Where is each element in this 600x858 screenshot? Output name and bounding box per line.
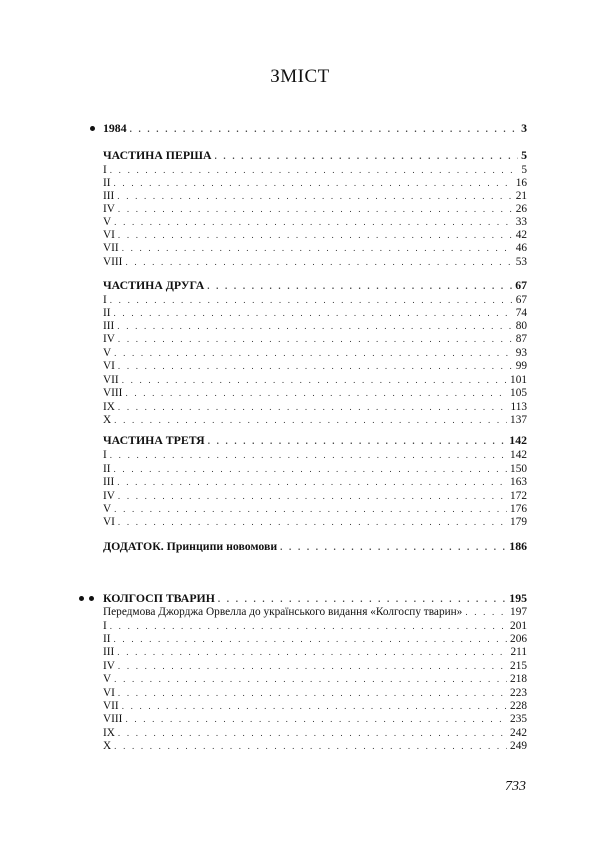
toc-chapter[interactable] xyxy=(103,242,527,255)
entry-page: 197 xyxy=(510,606,527,618)
toc-chapter[interactable] xyxy=(103,347,527,360)
toc-chapter[interactable] xyxy=(103,387,527,400)
entry-page: 5 xyxy=(521,148,527,162)
entry-page: 101 xyxy=(510,374,527,386)
dot-leader xyxy=(117,190,512,203)
entry-page: 215 xyxy=(510,660,527,672)
entry-label: IX xyxy=(103,401,115,413)
entry-page: 74 xyxy=(515,307,527,319)
entry-label: VI xyxy=(103,516,115,528)
entry-page: 42 xyxy=(515,229,527,241)
entry-label: 1984 xyxy=(103,121,127,135)
dot-leader xyxy=(118,727,507,740)
entry-label: I xyxy=(103,620,107,632)
entry-label: ЧАСТИНА ТРЕТЯ xyxy=(103,433,205,447)
entry-page: 142 xyxy=(509,433,527,447)
page-title: ЗМІСТ xyxy=(270,66,330,87)
toc-chapter[interactable] xyxy=(103,216,527,229)
entry-page: 206 xyxy=(510,633,527,645)
entry-label: ЧАСТИНА ПЕРША xyxy=(103,148,212,162)
entry-label: V xyxy=(103,347,112,359)
toc-chapter[interactable] xyxy=(103,660,527,673)
toc-chapter[interactable] xyxy=(103,490,527,503)
entry-page: 211 xyxy=(510,646,527,658)
dot-leader xyxy=(114,307,513,320)
page-number: 733 xyxy=(505,779,526,794)
dot-leader xyxy=(125,256,512,269)
entry-label: VIII xyxy=(103,713,123,725)
dot-leader xyxy=(118,203,513,216)
toc-chapter[interactable] xyxy=(103,256,527,269)
toc-chapter[interactable] xyxy=(103,700,527,713)
entry-page: 195 xyxy=(509,591,527,605)
dot-leader xyxy=(118,333,513,346)
toc-chapter[interactable] xyxy=(103,503,527,516)
toc-chapter[interactable] xyxy=(103,620,527,633)
dot-leader xyxy=(118,687,507,700)
entry-page: 5 xyxy=(521,164,527,176)
toc-chapter[interactable] xyxy=(103,164,527,177)
entry-page: 99 xyxy=(515,360,527,372)
entry-page: 223 xyxy=(510,687,527,699)
entry-label: КОЛГОСП ТВАРИН xyxy=(103,591,215,605)
entry-page: 235 xyxy=(510,713,527,725)
entry-label: IV xyxy=(103,333,115,345)
entry-label: II xyxy=(103,307,111,319)
entry-label: VII xyxy=(103,700,119,712)
entry-label: VIII xyxy=(103,387,123,399)
toc-chapter[interactable] xyxy=(103,414,527,427)
entry-page: 137 xyxy=(510,414,527,426)
entry-page: 201 xyxy=(510,620,527,632)
entry-label: V xyxy=(103,503,112,515)
entry-page: 179 xyxy=(510,516,527,528)
dot-leader xyxy=(114,740,507,753)
entry-label: IV xyxy=(103,660,115,672)
toc-chapter[interactable] xyxy=(103,360,527,373)
entry-label: V xyxy=(103,216,112,228)
entry-label: II xyxy=(103,177,111,189)
entry-label: Передмова Джорджа Орвелла до українського видання «Колгоспу тварин» xyxy=(103,606,463,618)
toc-chapter[interactable] xyxy=(103,516,527,529)
dot-leader xyxy=(130,122,519,136)
dot-leader xyxy=(122,242,513,255)
dot-leader xyxy=(118,360,513,373)
toc-chapter[interactable] xyxy=(103,320,527,333)
dot-leader xyxy=(110,164,519,177)
toc-chapter[interactable] xyxy=(103,307,527,320)
entry-page: 53 xyxy=(515,256,527,268)
toc-chapter[interactable] xyxy=(103,463,527,476)
section-bullet xyxy=(89,596,94,601)
entry-page: 87 xyxy=(515,333,527,345)
dot-leader xyxy=(118,490,507,503)
entry-page: 218 xyxy=(510,673,527,685)
dot-leader xyxy=(125,713,507,726)
dot-leader xyxy=(122,700,507,713)
dot-leader xyxy=(117,320,512,333)
toc-chapter[interactable] xyxy=(103,476,527,489)
toc-chapter[interactable] xyxy=(103,294,527,307)
entry-label: VIII xyxy=(103,256,123,268)
entry-label: II xyxy=(103,463,111,475)
entry-label: III xyxy=(103,320,115,332)
toc-chapter[interactable] xyxy=(103,687,527,700)
entry-page: 249 xyxy=(510,740,527,752)
entry-label: X xyxy=(103,414,112,426)
toc-chapter[interactable] xyxy=(103,190,527,203)
toc-entry-animal-farm[interactable] xyxy=(103,591,527,604)
entry-page: 26 xyxy=(515,203,527,215)
dot-leader xyxy=(218,592,506,606)
dot-leader xyxy=(114,633,508,646)
entry-label: VI xyxy=(103,229,115,241)
dot-leader xyxy=(114,177,513,190)
entry-page: 113 xyxy=(510,401,527,413)
entry-label: VI xyxy=(103,687,115,699)
toc-chapter[interactable] xyxy=(103,374,527,387)
dot-leader xyxy=(118,516,507,529)
dot-leader xyxy=(125,387,507,400)
entry-label: I xyxy=(103,294,107,306)
dot-leader xyxy=(122,374,507,387)
entry-label: VI xyxy=(103,360,115,372)
dot-leader xyxy=(465,606,507,619)
dot-leader xyxy=(117,646,507,659)
dot-leader xyxy=(114,414,507,427)
dot-leader xyxy=(215,149,519,163)
dot-leader xyxy=(110,294,513,307)
dot-leader xyxy=(110,449,507,462)
entry-page: 228 xyxy=(510,700,527,712)
entry-label: IV xyxy=(103,490,115,502)
section-bullet xyxy=(90,126,95,131)
entry-label: I xyxy=(103,449,107,461)
dot-leader xyxy=(114,463,508,476)
toc-part-heading[interactable] xyxy=(103,433,527,446)
entry-page: 21 xyxy=(515,190,527,202)
toc-chapter[interactable] xyxy=(103,333,527,346)
dot-leader xyxy=(280,540,506,554)
toc-entry-1984[interactable] xyxy=(103,121,527,134)
entry-page: 46 xyxy=(515,242,527,254)
dot-leader xyxy=(118,229,513,242)
dot-leader xyxy=(114,347,513,360)
toc-chapter[interactable] xyxy=(103,229,527,242)
dot-leader xyxy=(110,620,507,633)
entry-page: 176 xyxy=(510,503,527,515)
toc-part-heading[interactable] xyxy=(103,148,527,161)
entry-page: 163 xyxy=(510,476,527,488)
entry-page: 67 xyxy=(515,278,527,292)
entry-label: IX xyxy=(103,727,115,739)
toc-chapter[interactable] xyxy=(103,633,527,646)
dot-leader xyxy=(114,503,507,516)
toc-chapter[interactable] xyxy=(103,713,527,726)
entry-label: IV xyxy=(103,203,115,215)
toc-chapter[interactable] xyxy=(103,449,527,462)
entry-label: ДОДАТОК. Принципи новомови xyxy=(103,539,278,553)
entry-page: 16 xyxy=(515,177,527,189)
dot-leader xyxy=(207,279,512,293)
section-bullet xyxy=(79,596,84,601)
toc-chapter[interactable] xyxy=(103,203,527,216)
toc-chapter[interactable] xyxy=(103,177,527,190)
dot-leader xyxy=(114,673,507,686)
entry-label: II xyxy=(103,633,111,645)
entry-label: III xyxy=(103,646,115,658)
entry-page: 33 xyxy=(515,216,527,228)
entry-label: ЧАСТИНА ДРУГА xyxy=(103,278,205,292)
toc-chapter[interactable] xyxy=(103,740,527,753)
entry-label: V xyxy=(103,673,112,685)
dot-leader xyxy=(208,434,507,448)
toc-chapter[interactable] xyxy=(103,646,527,659)
dot-leader xyxy=(117,476,507,489)
entry-page: 67 xyxy=(515,294,527,306)
entry-label: III xyxy=(103,476,115,488)
entry-label: X xyxy=(103,740,112,752)
entry-page: 172 xyxy=(510,490,527,502)
entry-page: 242 xyxy=(510,727,527,739)
entry-page: 142 xyxy=(510,449,527,461)
dot-leader xyxy=(118,660,507,673)
entry-label: I xyxy=(103,164,107,176)
dot-leader xyxy=(118,401,508,414)
entry-label: VII xyxy=(103,242,119,254)
entry-label: III xyxy=(103,190,115,202)
toc-chapter[interactable] xyxy=(103,401,527,414)
toc-chapter[interactable] xyxy=(103,727,527,740)
entry-page: 150 xyxy=(510,463,527,475)
entry-page: 105 xyxy=(510,387,527,399)
entry-page: 3 xyxy=(521,121,527,135)
entry-page: 186 xyxy=(509,539,527,553)
entry-page: 93 xyxy=(515,347,527,359)
entry-page: 80 xyxy=(515,320,527,332)
entry-label: VII xyxy=(103,374,119,386)
toc-appendix[interactable] xyxy=(103,539,527,552)
toc-chapter[interactable] xyxy=(103,673,527,686)
toc-preface[interactable] xyxy=(103,606,527,619)
dot-leader xyxy=(114,216,513,229)
toc-part-heading[interactable] xyxy=(103,278,527,291)
